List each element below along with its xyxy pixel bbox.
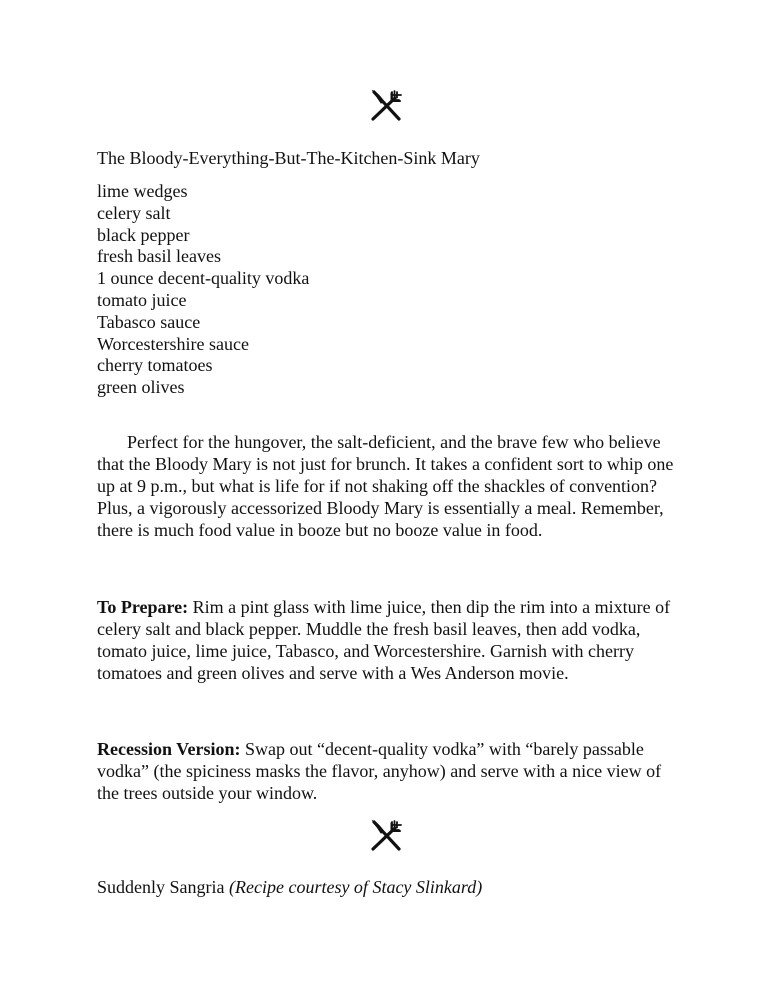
- prepare-text: Rim a pint glass with lime juice, then dip the rim into a mixture of celery salt and black pepper. Muddle the fresh basil leaves, then add vodka, tomato juice, lime juice, Tabasco, and Worcestershire. Garnish with cherry tomatoes and green olives and serve with a Wes Anderson movie.: [97, 597, 671, 683]
- list-item: black pepper: [97, 224, 190, 245]
- list-item: tomato juice: [97, 289, 187, 310]
- list-item: 1 ounce decent-quality vodka: [97, 268, 310, 289]
- fork-knife-icon: [368, 88, 404, 124]
- ingredient-list: [97, 181, 309, 399]
- list-item: celery salt: [97, 202, 171, 223]
- list-item: green olives: [97, 377, 185, 398]
- recession-label: Recession Version:: [97, 739, 241, 759]
- list-item: Tabasco sauce: [97, 311, 201, 332]
- next-recipe-heading: [97, 876, 482, 898]
- fork-knife-icon: [368, 818, 404, 854]
- recipe-credit: (Recipe courtesy of Stacy Slinkard): [229, 877, 483, 897]
- list-item: fresh basil leaves: [97, 246, 221, 267]
- list-item: Worcestershire sauce: [97, 333, 249, 354]
- list-item: cherry tomatoes: [97, 355, 213, 376]
- prepare-paragraph: [97, 596, 687, 684]
- recipe-intro: Perfect for the hungover, the salt-deficient, and the brave few who believe that the Bloody Mary is not just for brunch. It takes a confident sort to whip one up at 9 p.m., but what is life for if not shaking off the shackles of convention? Plus, a vigorously accessorized Bloody Mary is essentially a meal. Remember, there is much food value in booze but no booze value in food.: [97, 432, 674, 540]
- recipe-title: The Bloody-Everything-But-The-Kitchen-Sink Mary: [97, 148, 480, 168]
- recession-text: Swap out “decent-quality vodka” with “barely passable vodka” (the spiciness masks the flavor, anyhow) and serve with a nice view of the trees outside your window.: [97, 739, 662, 803]
- recession-paragraph: [97, 738, 687, 804]
- list-item: lime wedges: [97, 181, 188, 201]
- next-recipe-title: Suddenly Sangria: [97, 877, 225, 897]
- prepare-label: To Prepare:: [97, 597, 189, 617]
